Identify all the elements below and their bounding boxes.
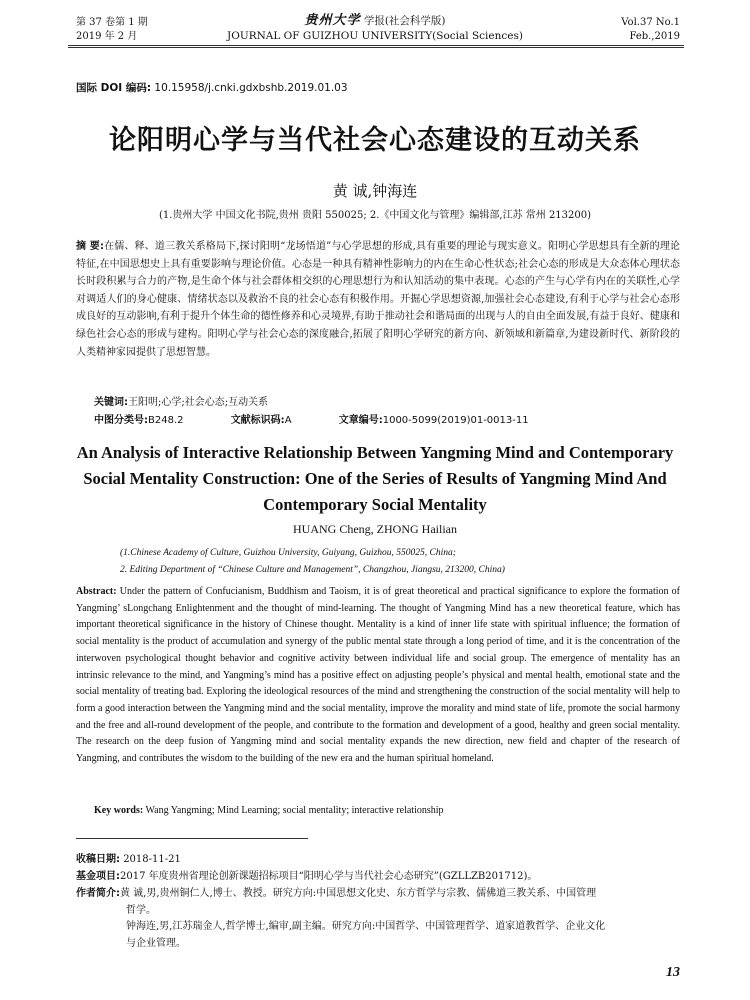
paper-title-cn: 论阳明心学与当代社会心态建设的互动关系 (109, 125, 641, 156)
received-label: 收稿日期: (76, 854, 120, 865)
issue-date-en: Feb.,2019 (629, 31, 680, 42)
issue-date: 2019 年 2 月 (76, 31, 138, 42)
doc-code (231, 415, 314, 426)
abstract-cn-text: 在儒、释、道三教关系格局下,探讨阳明“龙场悟道”与心学思想的形成,具有重要的理论与现实意义。阳明心学思想具有全新的理论特征,在中国思想史上具有重要影响与理论价值。心态是一种具有精神性影响力的内在生命心性状态;社会心态的形成是大众态体心理状态长时段积累与合力的产物,是生命个体与社会群体相交织的心理思想行为和认知活动的集中表现。心态的产生与心学有内在的关联性,心学对调适人们的身心健康、情绪状态以及救治不良的社会心态有积极作用。开掘心学思想资源,加强社会心态建设,有利于心学与社会心态形成良好的互动影响,有利于提升个体生命的德性修养和心灵境界,有助于推动社会和谐局面的出现与人的自由全面发展,有益于良好、健康和绿色社会心态的形成与建构。阳明心学与社会心态的深度融合,拓展了阳明心学研究的新方向、新领域和新篇章,为建设新时代、新阶段的人类精神家园提供了思想智慧。 (76, 241, 680, 358)
paper-title-en: An Analysis of Interactive Relationship Between Yangming Mind and Contemporary Social Mentality Construction: One of the Series of Results of Yangming Mind And Contemporary Social Mentality (76, 443, 674, 514)
doc-code-value: A (284, 415, 292, 426)
affiliation-en-line1: (1.Chinese Academy of Culture, Guizhou University, Guiyang, Guizhou, 550025, China; (120, 548, 456, 558)
affiliation-cn: (1.贵州大学 中国文化书院,贵州 贵阳 550025; 2.《中国文化与管理》编辑部,江苏 常州 213200) (158, 210, 592, 221)
abstract-cn-label: 摘 要: (76, 241, 104, 252)
article-number-label: 文章编号: (338, 415, 383, 426)
journal-name-en: JOURNAL OF GUIZHOU UNIVERSITY(Social Sciences) (227, 30, 523, 42)
journal-subtitle-cn: 学报(社会科学版) (363, 15, 446, 27)
fund-label: 基金项目: (76, 871, 120, 882)
university-logo: 贵州大学 (304, 13, 361, 28)
affiliation-en-line2: 2. Editing Department of “Chinese Culture and Management”, Changzhou, Jiangsu, 213200, China) (120, 565, 505, 575)
footnote-rule (76, 838, 308, 839)
volume-issue: 第 37 卷第 1 期 (76, 17, 148, 28)
author-bio (76, 886, 684, 952)
keywords-en (94, 805, 444, 816)
article-number (339, 415, 551, 426)
authors-en: HUANG Cheng, ZHONG Hailian (293, 522, 457, 536)
abstract-cn (76, 238, 680, 361)
author1-line2: 哲学。 (126, 904, 156, 916)
affiliation-en (120, 545, 640, 579)
doc-code-label: 文献标识码: (230, 415, 285, 426)
doi-label: 国际 DOI 编码: (76, 82, 152, 94)
fund-value: 2017 年度贵州省理论创新课题招标项目“阳明心学与当代社会心态研究”(GZLLZB201712)。 (120, 871, 538, 882)
volume-number-en: Vol.37 No.1 (621, 17, 680, 28)
received-date (76, 852, 684, 869)
keywords-en-label: Key words: (94, 805, 144, 816)
abstract-en (76, 584, 680, 768)
received-value: 2018-11-21 (123, 854, 181, 865)
clc-label: 中图分类号: (94, 415, 148, 426)
author-bio-label: 作者简介: (76, 888, 120, 899)
doi-line (76, 80, 348, 95)
authors-cn: 黄 诚,钟海连 (332, 182, 418, 200)
author1-line1: 黄 诚,男,贵州铜仁人,博士、教授。研究方向:中国思想文化史、东方哲学与宗教、儒佛道三教关系、中国管理 (120, 888, 597, 899)
keywords-en-text: Wang Yangming; Mind Learning; social mentality; interactive relationship (145, 805, 444, 816)
keywords-cn-text: 王阳明;心学;社会心态;互动关系 (128, 397, 269, 408)
keywords-cn (94, 393, 268, 408)
header-rule (68, 45, 684, 46)
doi-value: 10.15958/j.cnki.gdxbshb.2019.01.03 (154, 82, 348, 94)
clc-value: B248.2 (148, 415, 184, 426)
abstract-en-text: Under the pattern of Confucianism, Buddhism and Taoism, it is of great theoretical and practical significance to explore the formation of Yangming’ sLongchang Enlightenment and the thought of mind-learning. The thought of Yangming Mind has a new theoretical feature, which has important theoretical significance in the history of Chinese thought. Mentality is a kind of inner life state with spiritual influence; the formation of social mentality is the product of accumulation and synergy of the public mental state through a long period of time, and it is the concentration of the interwoven psychological thought behavior and cognitive activity between individual life and social group. The emergence of mentality has an intrinsic relevance to the mind, and Yangming’s mind has a positive effect on adjusting people’s physical and mental health, emotional state and the social mentality of treating bad. Exploring the ideological resources of the mind and strengthening the construction of the social mentality will help to form a good interaction between the Yangming mind and the social mentality, improve the morality and mind state of life, promote the social harmony and the free and all-round development of the people, and contribute to the formation and development of a good, healthy and green social mentality. The research on the deep fusion of Yangming mind and social mentality expands the new direction, new field and chapter of the research of Yangming, and contributes the wisdom to the building of the new era and the human spiritual homeland. (76, 586, 681, 765)
article-number-value: 1000-5099(2019)01-0013-11 (382, 415, 529, 426)
keywords-cn-label: 关键词: (94, 397, 128, 408)
classification-row (94, 411, 573, 426)
author2-line2: 与企业管理。 (126, 937, 186, 949)
page-number: 13 (666, 965, 680, 980)
header-rule-secondary (68, 47, 684, 48)
abstract-en-label: Abstract: (76, 586, 117, 597)
clc-number (94, 415, 206, 426)
author2-line1: 钟海连,男,江苏瑞金人,哲学博士,编审,副主编。研究方向:中国哲学、中国管理哲学、道家道教哲学、企业文化 (126, 921, 606, 932)
fund-project (76, 869, 684, 886)
